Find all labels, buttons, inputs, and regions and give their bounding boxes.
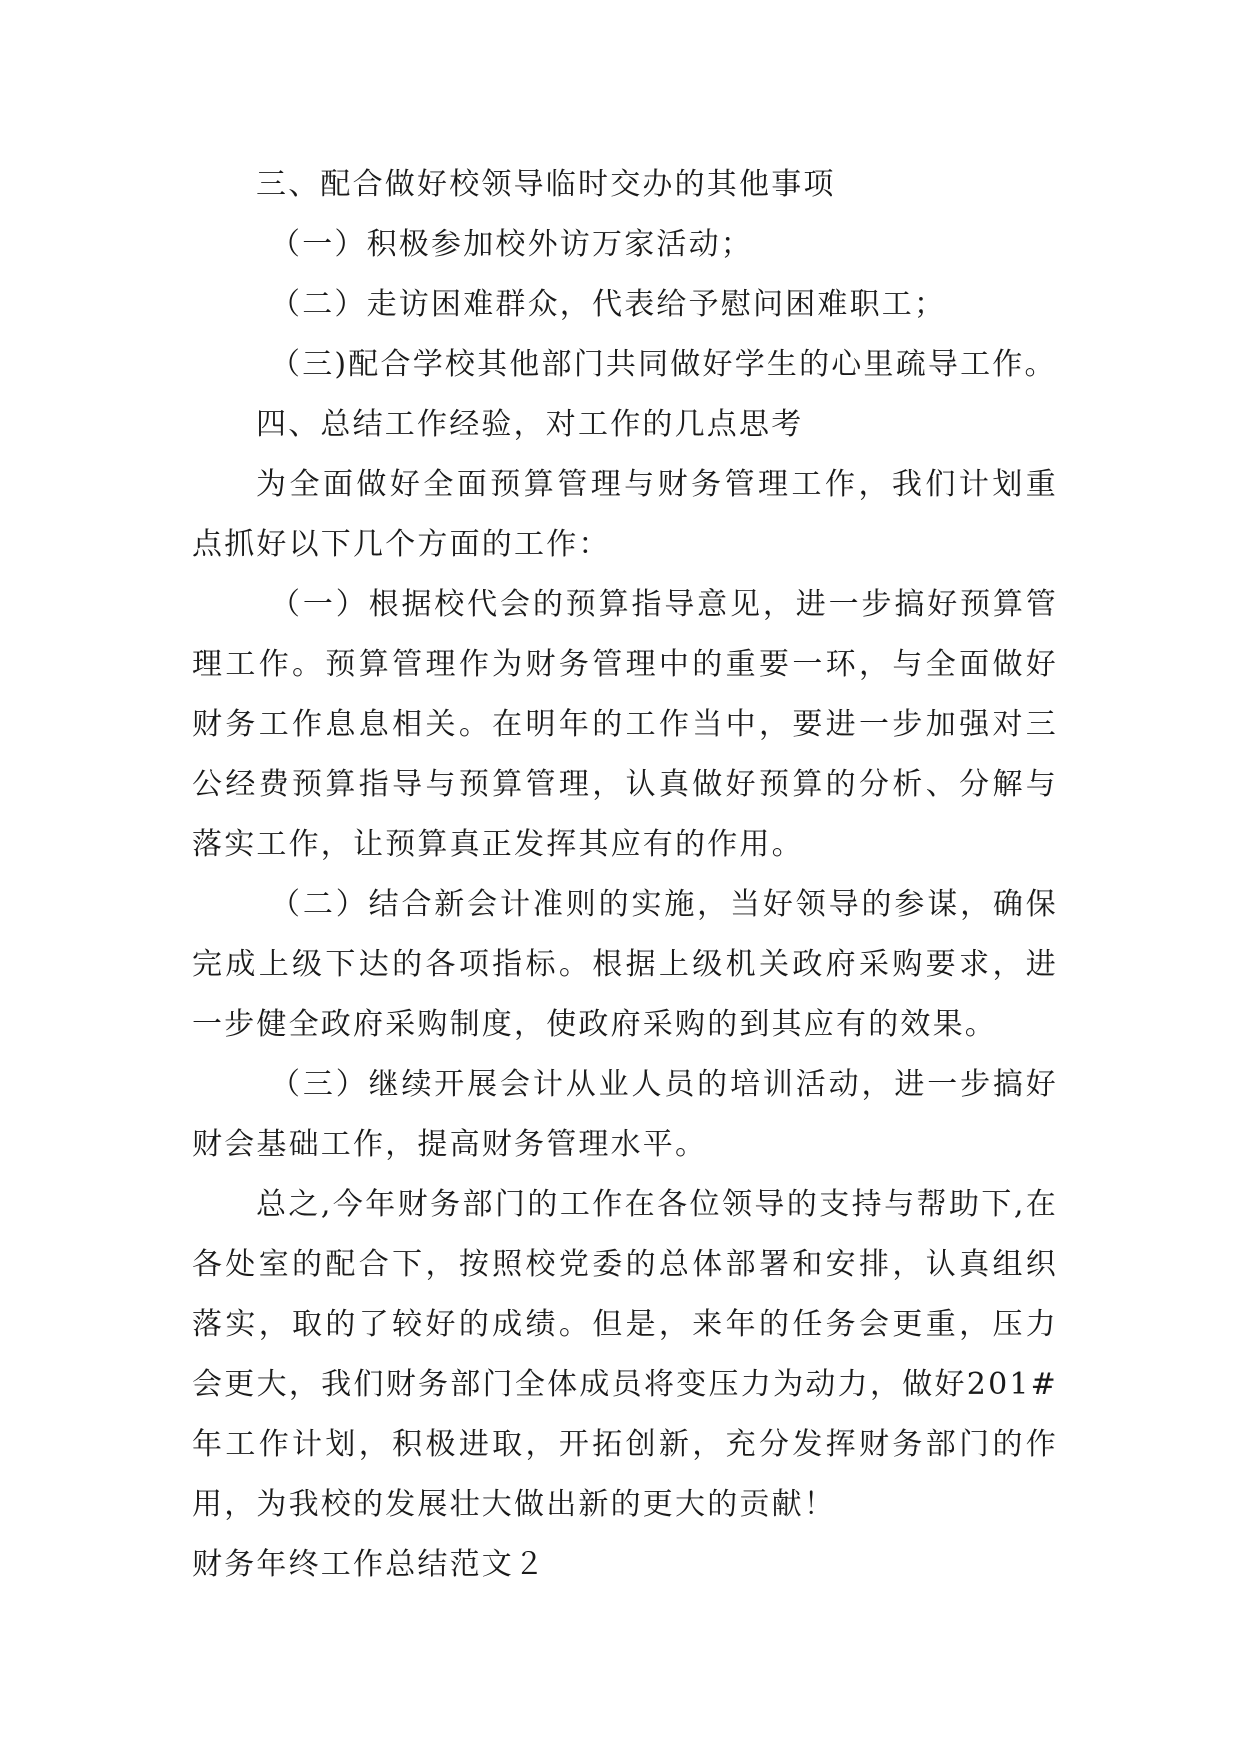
body-paragraph: 总之,今年财务部门的工作在各位领导的支持与帮助下,在各处室的配合下，按照校党委的总体部署和安排，认真组织落实，取的了较好的成绩。但是，来年的任务会更重，压力会更大，我们财务部门全体成员将变压力为动力，做好201#年工作计划，积极进取，开拓创新，充分发挥财务部门的作用，为我校的发展壮大做出新的更大的贡献！ [192, 1187, 1058, 1522]
section-heading-4: 四、总结工作经验，对工作的几点思考 [256, 407, 804, 442]
list-item: （三)配合学校其他部门共同做好学生的心里疏导工作。 [270, 347, 1057, 382]
list-item: （一）积极参加校外访万家活动； [270, 227, 753, 262]
next-article-title: 财务年终工作总结范文２ [192, 1547, 547, 1582]
list-item: （二）走访困难群众，代表给予慰问困难职工； [270, 287, 947, 322]
body-paragraph: （二）结合新会计准则的实施，当好领导的参谋，确保完成上级下达的各项指标。根据上级机关政府采购要求，进一步健全政府采购制度，使政府采购的到其应有的效果。 [192, 887, 1058, 1042]
body-paragraph: （一）根据校代会的预算指导意见，进一步搞好预算管理工作。预算管理作为财务管理中的重要一环，与全面做好财务工作息息相关。在明年的工作当中，要进一步加强对三公经费预算指导与预算管理，认真做好预算的分析、分解与落实工作，让预算真正发挥其应有的作用。 [192, 587, 1058, 862]
body-paragraph: 为全面做好全面预算管理与财务管理工作，我们计划重点抓好以下几个方面的工作： [192, 467, 1058, 562]
document-body [192, 155, 1058, 1595]
section-heading-3: 三、配合做好校领导临时交办的其他事项 [256, 167, 836, 202]
body-paragraph: （三）继续开展会计从业人员的培训活动，进一步搞好财会基础工作，提高财务管理水平。 [192, 1067, 1058, 1162]
